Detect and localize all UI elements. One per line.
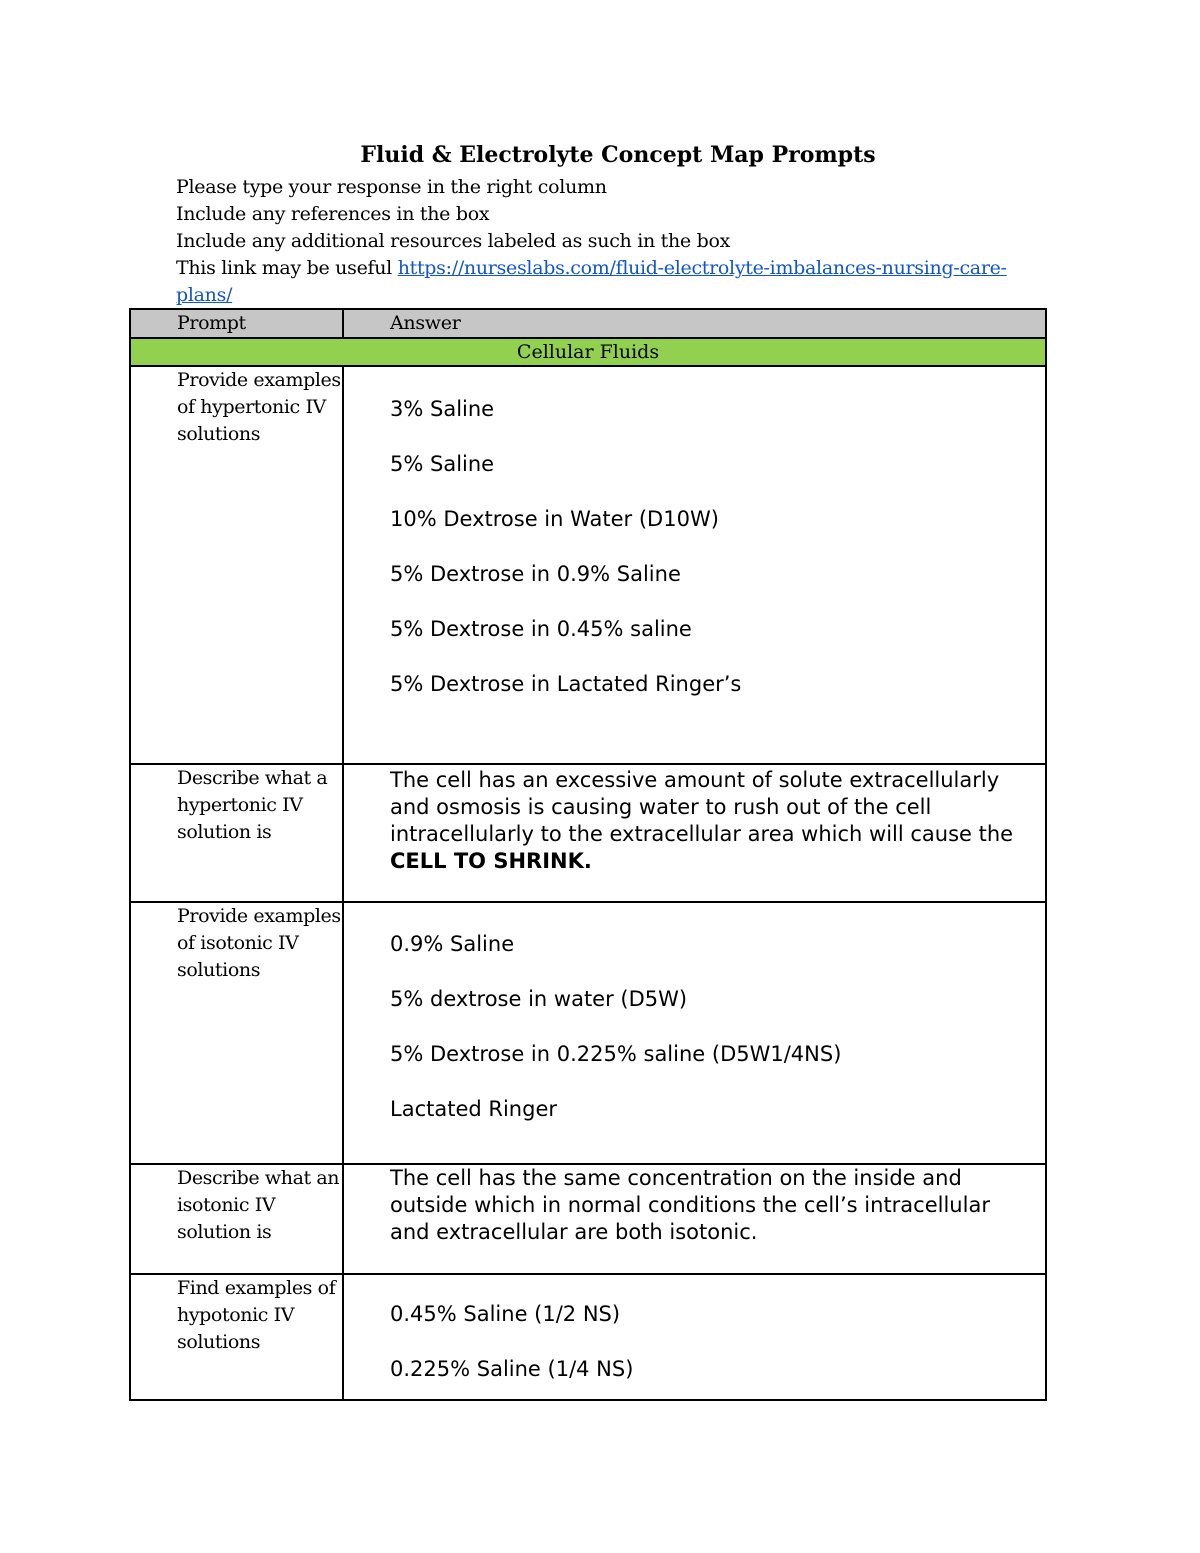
prompt-cell: Provide examples of hypertonic IV solutions (131, 367, 344, 763)
table-row (131, 1165, 1045, 1275)
list-item: 10% Dextrose in Water (D10W) (390, 507, 719, 531)
list-item: 5% Dextrose in 0.45% saline (390, 617, 692, 641)
list-item: 5% Dextrose in Lactated Ringer’s (390, 672, 742, 696)
prompt-column-header: Prompt (131, 310, 344, 337)
list-item: 5% dextrose in water (D5W) (390, 987, 688, 1011)
answer-column-header: Answer (390, 312, 461, 334)
table-header-row (131, 310, 1045, 339)
instruction-line: Please type your response in the right column (176, 176, 607, 198)
answer-cell[interactable] (344, 1275, 1045, 1399)
table-row (131, 1275, 1045, 1399)
prompt-cell: Provide examples of isotonic IV solutions (131, 903, 344, 1163)
instruction-line: Include any additional resources labeled as such in the box (176, 230, 731, 252)
prompt-cell: Find examples of hypotonic IV solutions (131, 1275, 344, 1399)
link-prefix: This link may be useful (176, 257, 398, 279)
answer-text: The cell has an excessive amount of solute extracellularly and osmosis is causing water to rush out of the cell intracellularly to the extracellular area which will cause the (390, 768, 1014, 846)
answer-cell[interactable] (344, 765, 1045, 901)
answer-cell[interactable] (344, 367, 1045, 763)
prompt-cell: Describe what a hypertonic IV solution is (131, 765, 344, 901)
answer-cell[interactable] (344, 903, 1045, 1163)
concept-map-table (129, 308, 1047, 1401)
list-item: 0.45% Saline (1/2 NS) (390, 1302, 621, 1326)
nurseslabs-link[interactable]: https://nurseslabs.com/fluid-electrolyte-imbalances-nursing-care-plans/ (176, 257, 1007, 306)
table-row (131, 903, 1045, 1165)
table-row (131, 765, 1045, 903)
prompt-cell: Describe what an isotonic IV solution is (131, 1165, 344, 1273)
list-item: 0.9% Saline (390, 932, 515, 956)
answer-bold-text: CELL TO SHRINK. (390, 849, 592, 873)
answer-cell[interactable]: The cell has the same concentration on the inside and outside which in normal conditions the cell’s intracellular and extracellular are both isotonic. (390, 1166, 990, 1244)
list-item: 0.225% Saline (1/4 NS) (390, 1357, 634, 1381)
instructions (176, 174, 1036, 309)
section-row (131, 339, 1045, 367)
page-title: Fluid & Electrolyte Concept Map Prompts (360, 142, 876, 168)
instruction-line: Include any references in the box (176, 203, 490, 225)
list-item: 5% Dextrose in 0.225% saline (D5W1/4NS) (390, 1042, 842, 1066)
link-line (176, 255, 1036, 309)
list-item: Lactated Ringer (390, 1097, 557, 1121)
list-item: 5% Saline (390, 452, 495, 476)
list-item: 3% Saline (390, 397, 495, 421)
section-title: Cellular Fluids (516, 341, 660, 363)
table-row (131, 367, 1045, 765)
list-item: 5% Dextrose in 0.9% Saline (390, 562, 681, 586)
